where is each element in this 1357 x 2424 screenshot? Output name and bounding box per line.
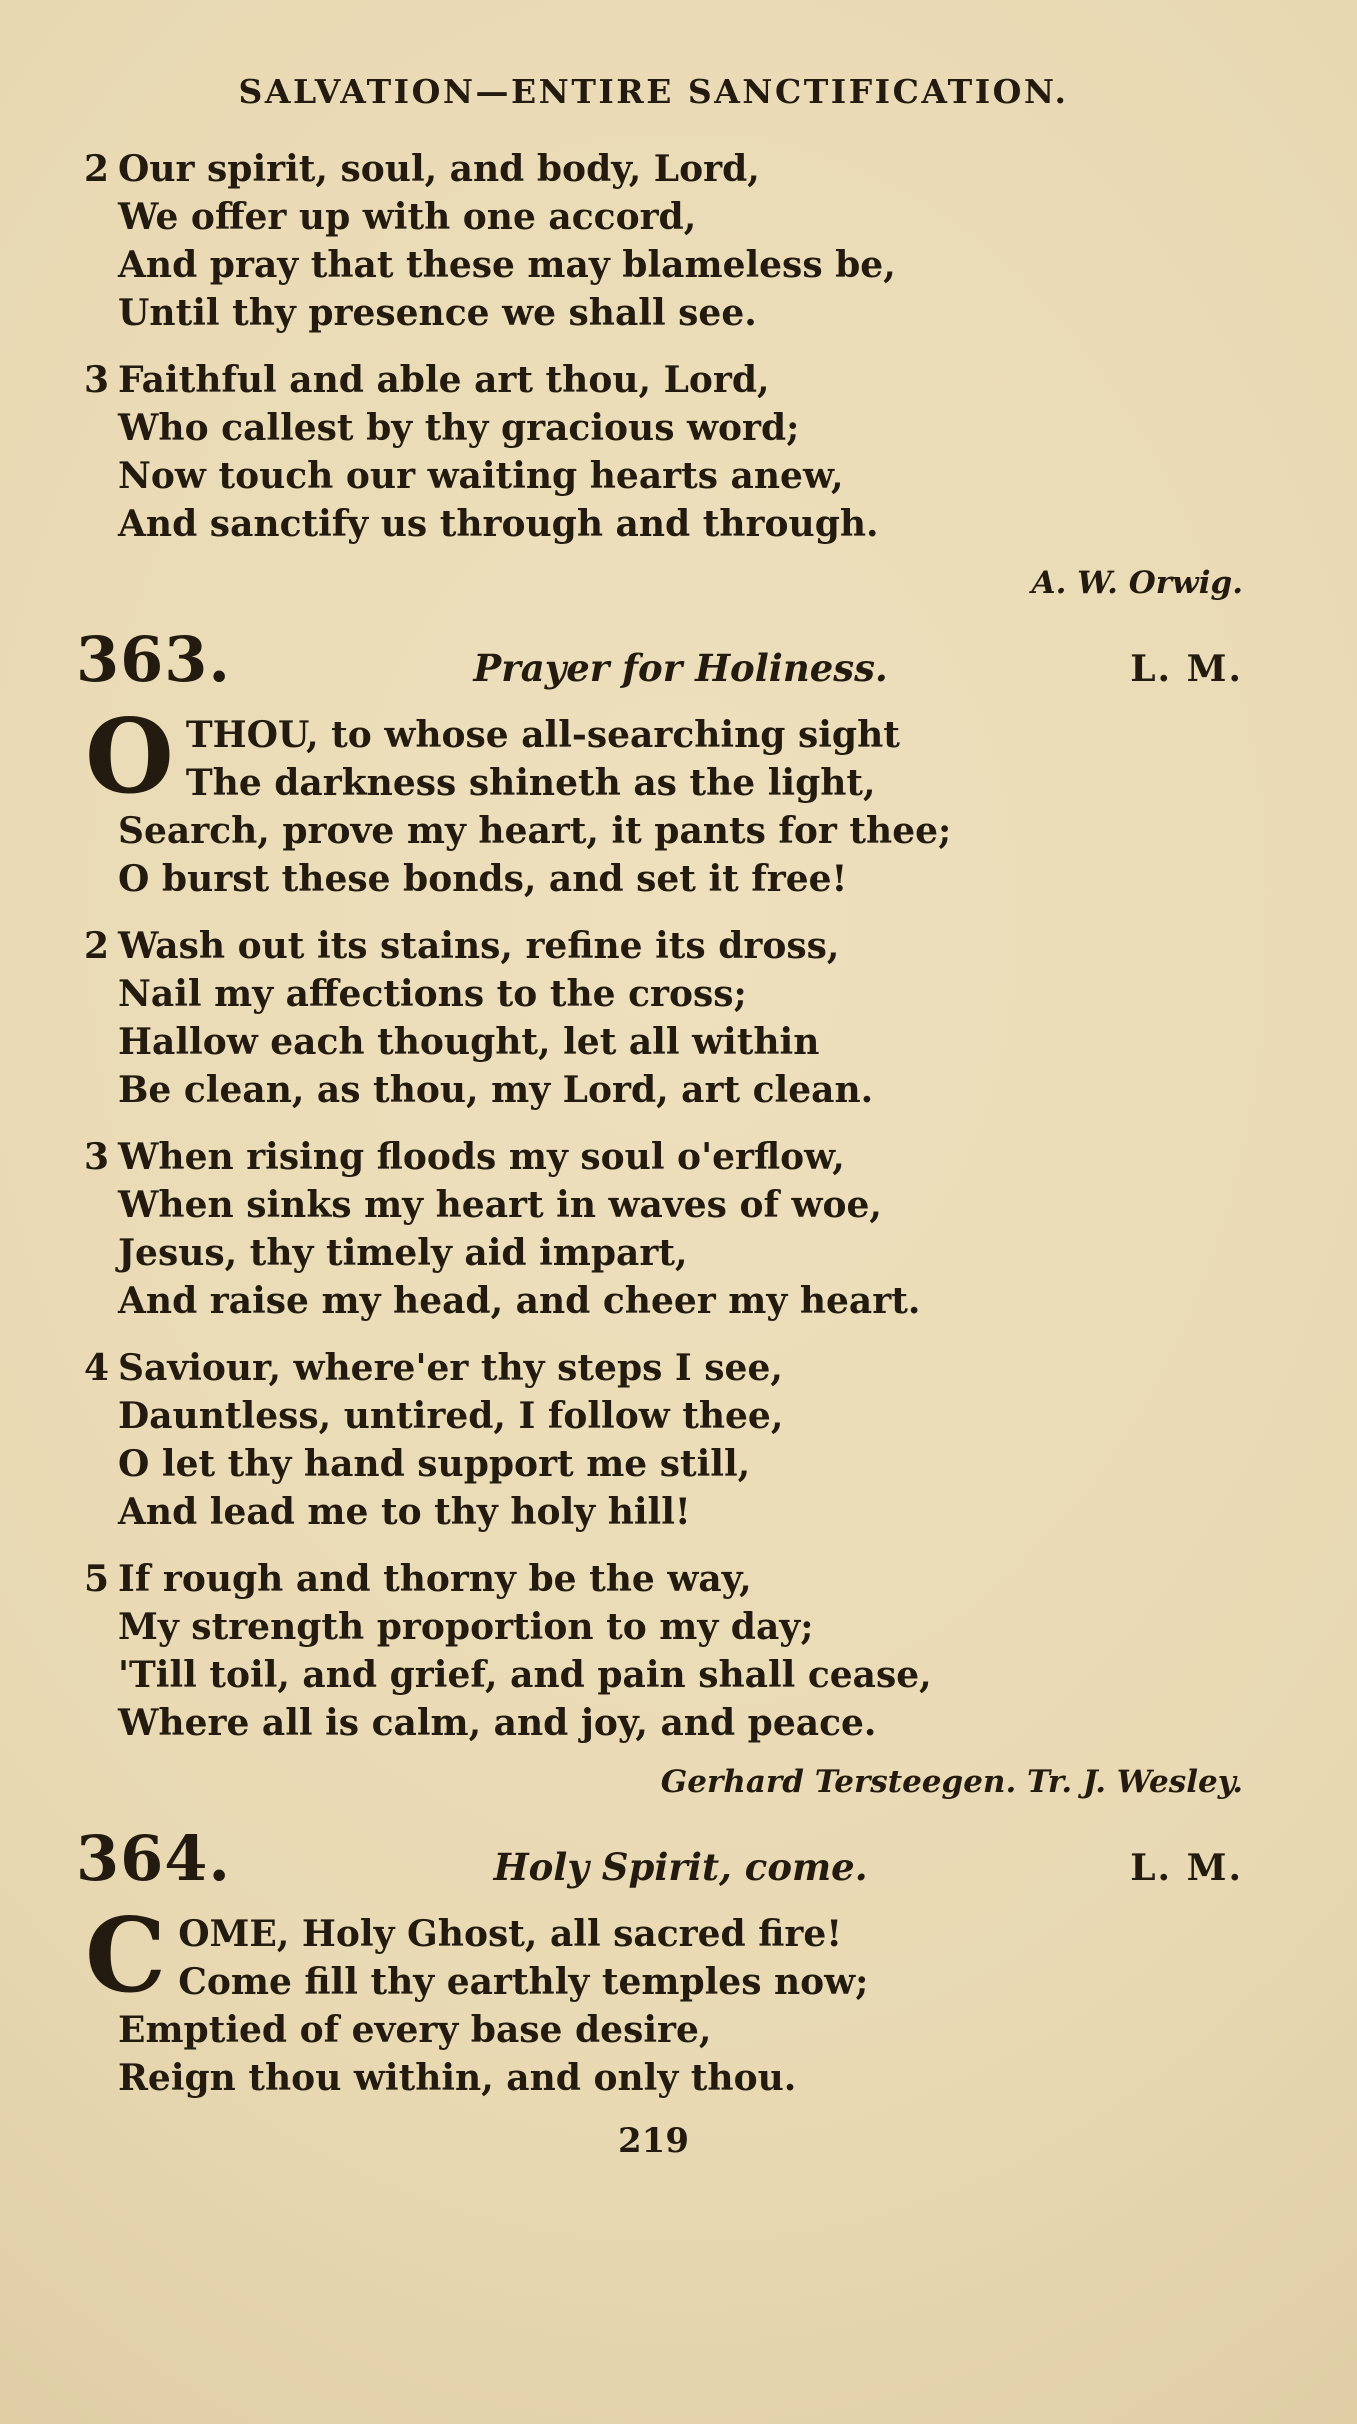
verse-line: And raise my head, and cheer my heart. bbox=[118, 1280, 921, 1322]
verse-line: Until thy presence we shall see. bbox=[118, 292, 757, 334]
verse-line: The darkness shineth as the light, bbox=[185, 762, 876, 804]
verse-line: And pray that these may blameless be, bbox=[118, 244, 896, 286]
verse-lines bbox=[118, 356, 1245, 548]
verse bbox=[62, 1555, 1245, 1747]
verse-number: 3 bbox=[84, 1136, 110, 1178]
author-attribution: A. W. Orwig. bbox=[1031, 565, 1243, 601]
verse-lines bbox=[118, 922, 1245, 1114]
hymn-meter: L. M. bbox=[1130, 1847, 1243, 1889]
verse-line: 'Till toil, and grief, and pain shall cease, bbox=[118, 1654, 932, 1696]
hymn-first-verse bbox=[62, 697, 1245, 903]
verse-line: O burst these bonds, and set it free! bbox=[118, 858, 848, 900]
verse-line: Our spirit, soul, and body, Lord, bbox=[118, 148, 760, 190]
verse bbox=[62, 1344, 1245, 1536]
verse bbox=[62, 1133, 1245, 1325]
page-header: SALVATION—ENTIRE SANCTIFICATION. bbox=[238, 72, 1069, 111]
verse-line: Be clean, as thou, my Lord, art clean. bbox=[118, 1069, 874, 1111]
verse-line: And sanctify us through and through. bbox=[118, 503, 879, 545]
author-attribution: Gerhard Tersteegen. Tr. J. Wesley. bbox=[660, 1764, 1243, 1800]
hymn-number: 363. bbox=[76, 623, 232, 696]
verse-number: 5 bbox=[84, 1558, 110, 1600]
verse-line: Reign thou within, and only thou. bbox=[118, 2057, 797, 2099]
verse-lines bbox=[118, 1344, 1245, 1536]
hymn-meter: L. M. bbox=[1130, 648, 1243, 690]
verse bbox=[62, 145, 1245, 337]
verse-line: Emptied of every base desire, bbox=[118, 2009, 712, 2051]
verse-number: 2 bbox=[84, 148, 110, 190]
verse-line: Where all is calm, and joy, and peace. bbox=[118, 1702, 877, 1744]
page-number: 219 bbox=[618, 2121, 689, 2161]
hymn-first-verse bbox=[62, 1896, 1245, 2102]
verse-lines bbox=[118, 1555, 1245, 1747]
verse-line: If rough and thorny be the way, bbox=[118, 1558, 752, 1600]
verse-lines bbox=[118, 1133, 1245, 1325]
verse-line: Wash out its stains, refine its dross, bbox=[118, 925, 840, 967]
verse-number: 3 bbox=[84, 359, 110, 401]
verse-line: We offer up with one accord, bbox=[118, 196, 697, 238]
verse-line: Saviour, where'er thy steps I see, bbox=[118, 1347, 783, 1389]
dropcap-initial: C bbox=[85, 1896, 167, 2016]
verse-line: Search, prove my heart, it pants for thee; bbox=[118, 810, 952, 852]
verse-line: Who callest by thy gracious word; bbox=[118, 407, 800, 449]
verse-line: THOU, to whose all-searching sight bbox=[185, 714, 900, 756]
verse-line: Nail my affections to the cross; bbox=[118, 973, 747, 1015]
hymn-heading bbox=[62, 623, 1245, 696]
verse-line: Faithful and able art thou, Lord, bbox=[118, 359, 770, 401]
verse bbox=[62, 922, 1245, 1114]
hymn-heading bbox=[62, 1822, 1245, 1895]
verse-line: When rising floods my soul o'erflow, bbox=[118, 1136, 845, 1178]
verse-line: Hallow each thought, let all within bbox=[118, 1021, 820, 1063]
hymn-title: Prayer for Holiness. bbox=[473, 646, 888, 690]
verse-lines bbox=[118, 145, 1245, 337]
verse-number: 4 bbox=[84, 1347, 110, 1389]
verse-line: And lead me to thy holy hill! bbox=[118, 1491, 691, 1533]
verse-line: My strength proportion to my day; bbox=[118, 1606, 814, 1648]
hymn-title: Holy Spirit, come. bbox=[493, 1845, 868, 1889]
verse-line: Now touch our waiting hearts anew, bbox=[118, 455, 844, 497]
verse-line: Come fill thy earthly temples now; bbox=[178, 1961, 869, 2003]
verse-line: OME, Holy Ghost, all sacred fire! bbox=[178, 1913, 843, 1955]
verse-line: O let thy hand support me still, bbox=[118, 1443, 751, 1485]
dropcap-initial: O bbox=[85, 697, 174, 817]
verse-line: Dauntless, untired, I follow thee, bbox=[118, 1395, 784, 1437]
verse-line: Jesus, thy timely aid impart, bbox=[118, 1232, 688, 1274]
verse-line: When sinks my heart in waves of woe, bbox=[118, 1184, 882, 1226]
verse bbox=[62, 356, 1245, 548]
hymn-number: 364. bbox=[76, 1822, 232, 1895]
verse-number: 2 bbox=[84, 925, 110, 967]
